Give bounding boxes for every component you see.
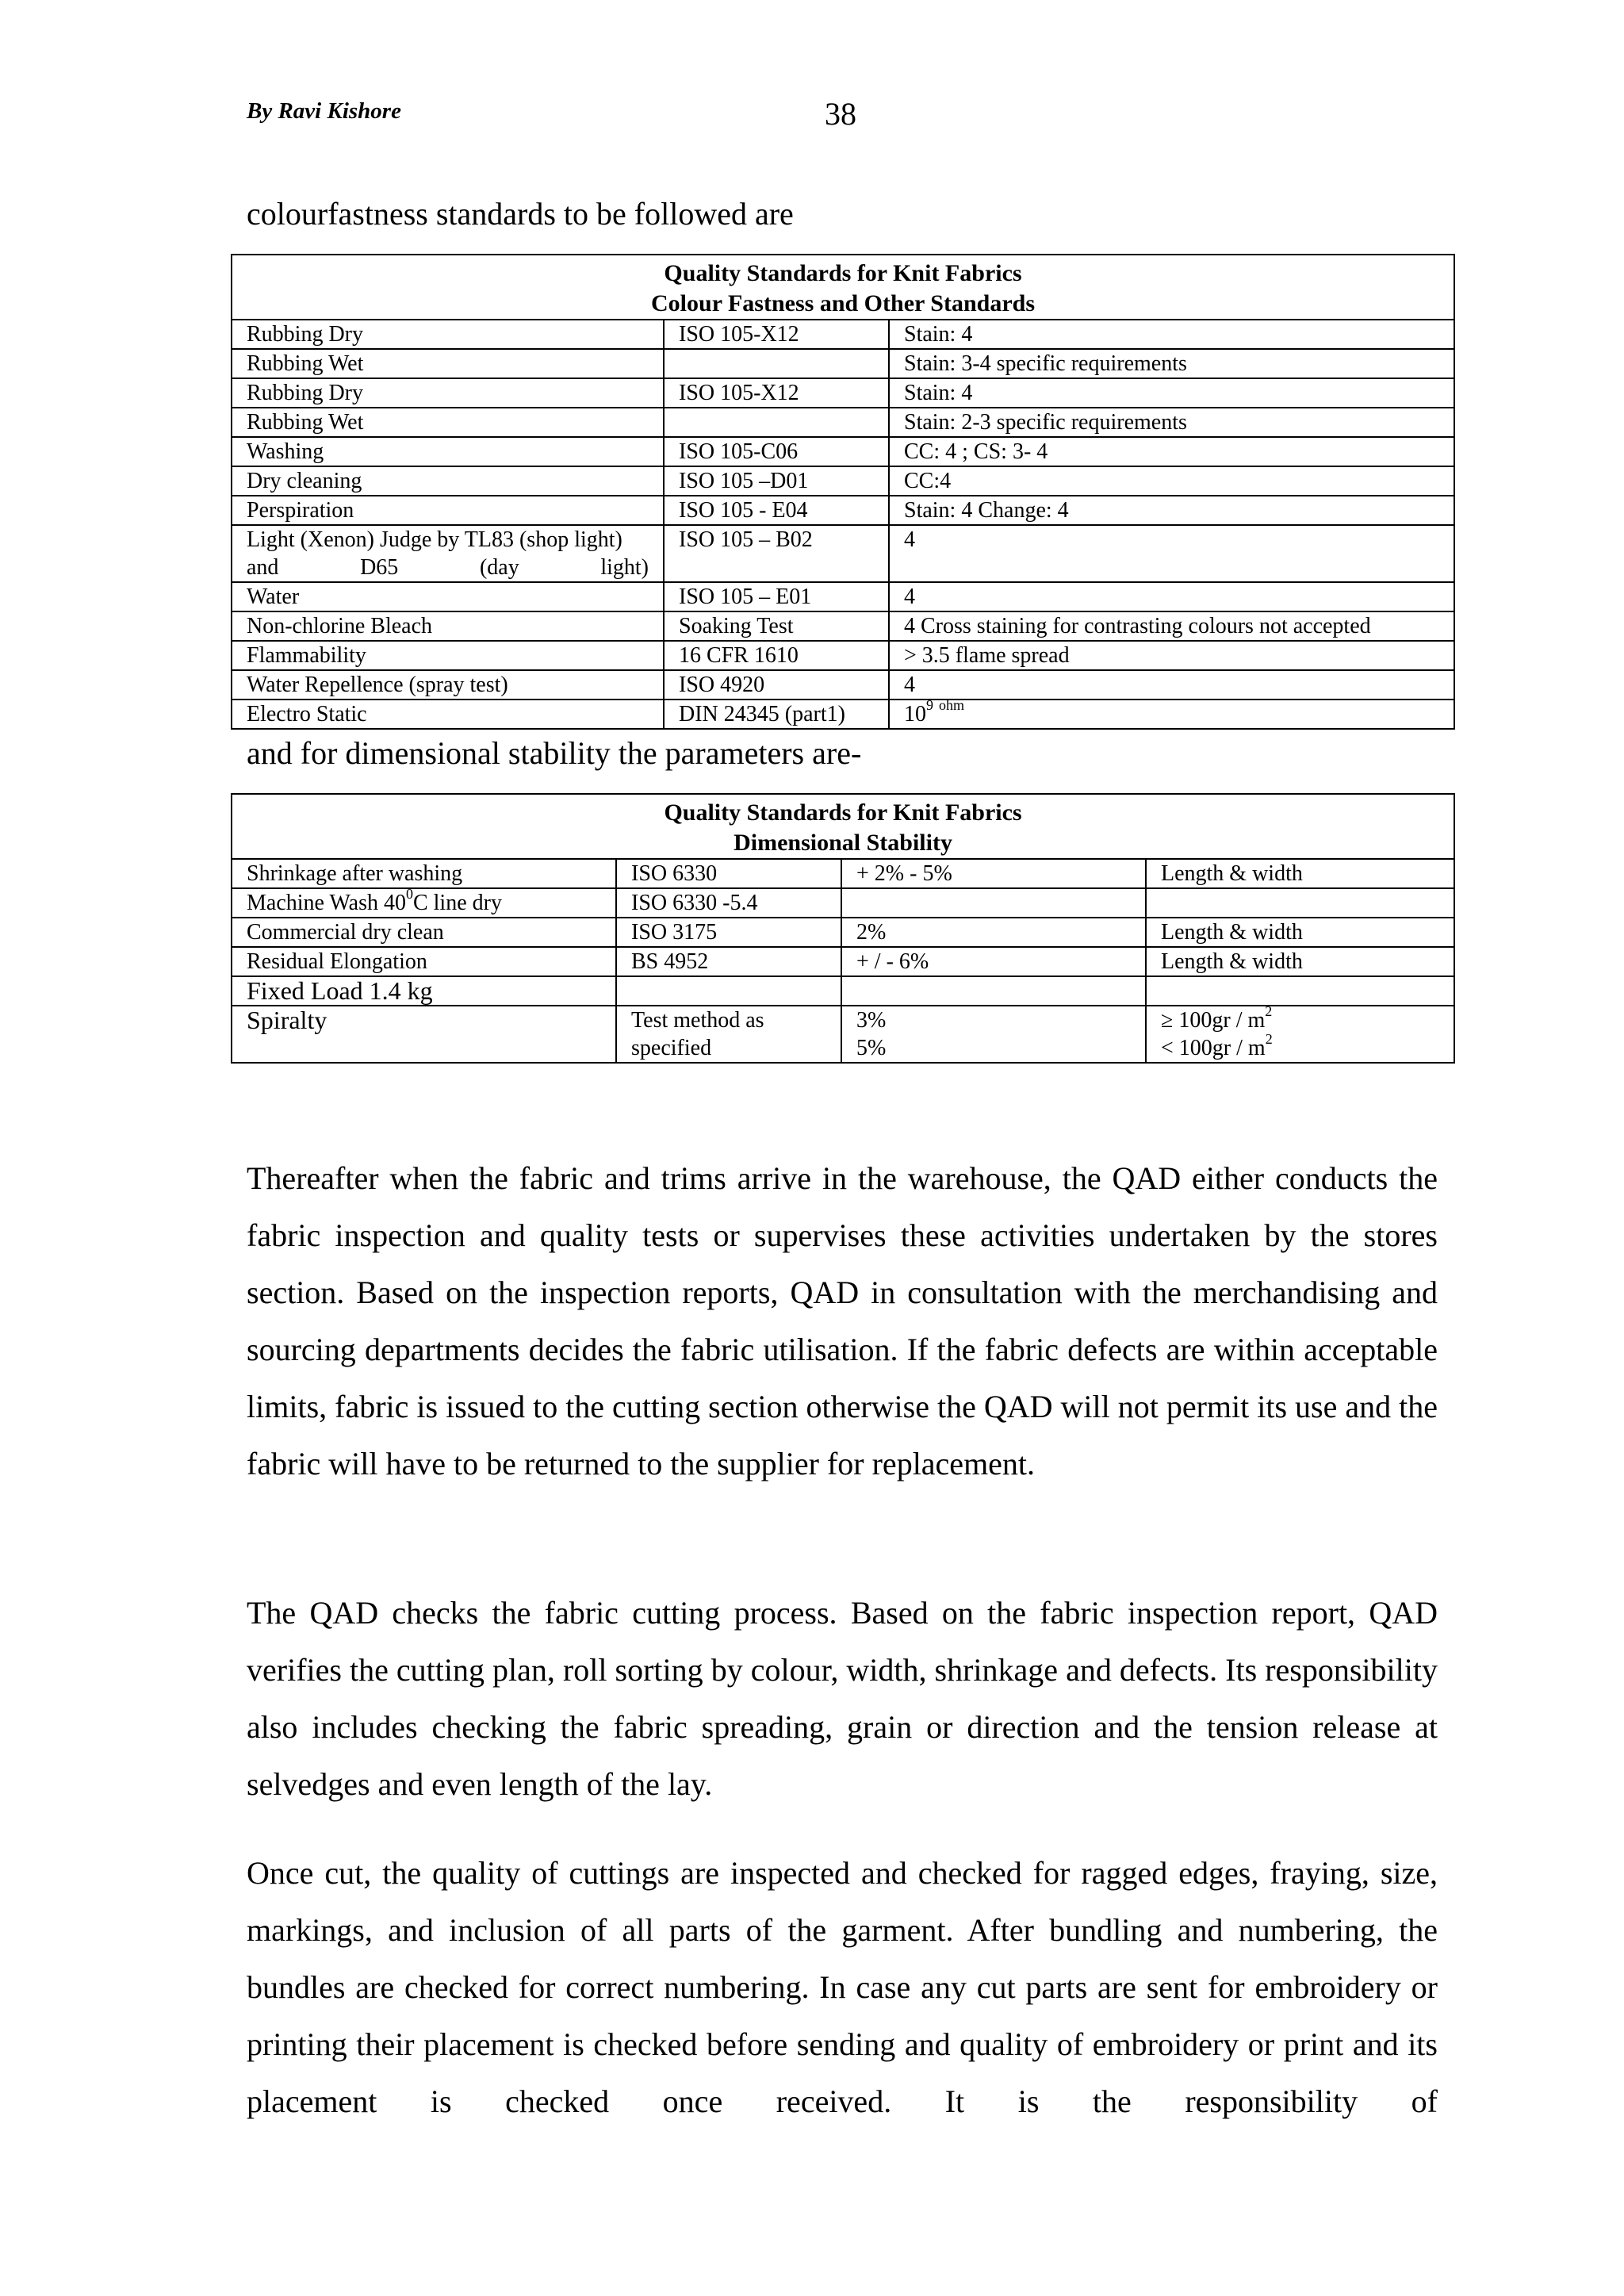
dimensional-stability-table — [231, 793, 1455, 1064]
table-cell: 4 — [889, 670, 1454, 700]
table-row — [232, 349, 1454, 378]
table-title — [232, 794, 1454, 859]
table-row — [232, 641, 1454, 670]
colour-fastness-table — [231, 254, 1455, 730]
table-row — [232, 437, 1454, 466]
table-row — [232, 947, 1454, 976]
table-cell: Commercial dry clean — [232, 918, 616, 947]
table-row — [232, 466, 1454, 496]
condition-text: ≥ 100gr / m — [1161, 1008, 1266, 1033]
table-cell: Light (Xenon) Judge by TL83 (shop light) and D65 (day light) — [232, 525, 664, 582]
table-cell — [889, 696, 1454, 729]
table-cell: Length & width — [1146, 947, 1454, 976]
table-cell: Flammability — [232, 641, 664, 670]
colourfastness-intro: colourfastness standards to be followed are — [247, 196, 794, 232]
table-row — [232, 496, 1454, 525]
table-row — [232, 670, 1454, 700]
table-cell: Fixed Load 1.4 kg — [232, 976, 616, 1006]
table-title-line1: Quality Standards for Knit Fabrics — [664, 260, 1022, 286]
table-title — [232, 255, 1454, 320]
unit-superscript: ohm — [939, 696, 965, 713]
table-cell: ISO 6330 — [616, 859, 841, 888]
header-author: By Ravi Kishore — [247, 98, 401, 124]
superscript: 2 — [1265, 1030, 1273, 1047]
table-cell: Non-chlorine Bleach — [232, 611, 664, 641]
table-cell: Stain: 3-4 specific requirements — [889, 349, 1454, 378]
label-text: C line dry — [412, 891, 502, 915]
table-cell: ISO 105-X12 — [664, 378, 889, 408]
table-cell: Water — [232, 582, 664, 611]
table-row — [232, 700, 1454, 729]
table-cell: ISO 105 – B02 — [664, 525, 889, 582]
table-cell: Shrinkage after washing — [232, 859, 616, 888]
table-cell: Dry cleaning — [232, 466, 664, 496]
colour-fastness-rows — [232, 320, 1454, 729]
table-cell: ISO 4920 — [664, 670, 889, 700]
table-cell: CC:4 — [889, 466, 1454, 496]
table-cell: 4 — [889, 525, 1454, 582]
table-cell: ISO 6330 -5.4 — [616, 888, 841, 918]
table-row — [232, 378, 1454, 408]
table-title-line2: Dimensional Stability — [733, 830, 952, 856]
table-row — [232, 859, 1454, 888]
table-cell: Water Repellence (spray test) — [232, 670, 664, 700]
table-cell — [841, 1006, 1146, 1063]
table-cell: Washing — [232, 437, 664, 466]
table-cell: Length & width — [1146, 859, 1454, 888]
table-cell: Spiralty — [232, 1006, 616, 1063]
table-cell: Rubbing Dry — [232, 378, 664, 408]
superscript: 2 — [1265, 1002, 1273, 1019]
table-cell — [1146, 976, 1454, 1006]
table-cell — [616, 976, 841, 1006]
electro-static-base: 10 — [904, 702, 926, 726]
table-row — [232, 918, 1454, 947]
table-cell: ISO 105-X12 — [664, 320, 889, 349]
table-cell: ISO 105 –D01 — [664, 466, 889, 496]
table-row — [232, 888, 1454, 918]
table-cell: DIN 24345 (part1) — [664, 700, 889, 729]
table-cell: BS 4952 — [616, 947, 841, 976]
table-cell: Stain: 4 — [889, 320, 1454, 349]
table-cell: 4 — [889, 582, 1454, 611]
table-row — [232, 1006, 1454, 1063]
table-cell: Electro Static — [232, 700, 664, 729]
table-cell — [232, 885, 616, 918]
table-row — [232, 976, 1454, 1006]
table-cell: Rubbing Dry — [232, 320, 664, 349]
table-cell: 4 Cross staining for contrasting colours not accepted — [889, 611, 1454, 641]
table-cell: > 3.5 flame spread — [889, 641, 1454, 670]
page-number: 38 — [825, 96, 856, 132]
paragraph: Thereafter when the fabric and trims arrive in the warehouse, the QAD either conducts the fabric inspection and quality tests or supervises these activities undertaken by the stores section. Based on the inspection reports, QAD in consultation with the merchandising and sourcing departments decides the fabric utilisation. If the fabric defects are within acceptable limits, fabric is issued to the cutting section otherwise the QAD will not permit its use and the fabric will have to be returned to the supplier for replacement. — [247, 1160, 1438, 1481]
table-cell: 2% — [841, 918, 1146, 947]
table-title-line2: Colour Fastness and Other Standards — [651, 290, 1035, 316]
table-cell: Soaking Test — [664, 611, 889, 641]
paragraph: Once cut, the quality of cuttings are inspected and checked for ragged edges, fraying, size, markings, and inclusion of all parts of the garment. After bundling and numbering, the bundles are checked for correct numbering. In case any cut parts are sent for embroidery or printing their placement is checked before sending and quality of embroidery or print and its placement is checked once received. It is the responsibility of — [247, 1855, 1438, 2119]
label-text: Machine Wash 40 — [247, 891, 406, 915]
table-title-line1: Quality Standards for Knit Fabrics — [664, 799, 1022, 826]
table-row — [232, 525, 1454, 582]
table-cell: + 2% - 5% — [841, 859, 1146, 888]
table-cell: Test method as specified — [616, 1006, 841, 1063]
table-cell — [841, 976, 1146, 1006]
value-line: 3% — [856, 1008, 887, 1033]
table-cell — [1146, 888, 1454, 918]
condition-line — [1161, 1002, 1454, 1034]
table-cell — [664, 349, 889, 378]
table-cell — [664, 408, 889, 437]
table-cell: Residual Elongation — [232, 947, 616, 976]
value-line: 5% — [856, 1036, 887, 1060]
table-cell: Rubbing Wet — [232, 408, 664, 437]
table-cell — [841, 888, 1146, 918]
table-cell: Stain: 2-3 specific requirements — [889, 408, 1454, 437]
table-cell: Perspiration — [232, 496, 664, 525]
table-cell: CC: 4 ; CS: 3- 4 — [889, 437, 1454, 466]
table-row — [232, 320, 1454, 349]
table-cell: ISO 105 - E04 — [664, 496, 889, 525]
table-cell: ISO 3175 — [616, 918, 841, 947]
condition-text: < 100gr / m — [1161, 1036, 1266, 1060]
table-cell: Stain: 4 — [889, 378, 1454, 408]
superscript: 9 — [926, 696, 933, 713]
table-cell: 16 CFR 1610 — [664, 641, 889, 670]
table-row — [232, 582, 1454, 611]
paragraph: The QAD checks the fabric cutting process. Based on the fabric inspection report, QAD verifies the cutting plan, roll sorting by colour, width, shrinkage and defects. Its responsibility also includes checking the fabric spreading, grain or direction and the tension release at selvedges and even length of the lay. — [247, 1595, 1438, 1802]
table-row — [232, 611, 1454, 641]
superscript: 0 — [405, 885, 413, 902]
condition-line — [1161, 1030, 1454, 1062]
table-cell: + / - 6% — [841, 947, 1146, 976]
table-row — [232, 408, 1454, 437]
dimensional-intro: and for dimensional stability the parameters are- — [247, 735, 862, 771]
table-cell: Rubbing Wet — [232, 349, 664, 378]
table-cell: ISO 105 – E01 — [664, 582, 889, 611]
table-cell: Length & width — [1146, 918, 1454, 947]
table-cell — [1146, 1002, 1454, 1063]
table-cell: ISO 105-C06 — [664, 437, 889, 466]
table-cell: Stain: 4 Change: 4 — [889, 496, 1454, 525]
